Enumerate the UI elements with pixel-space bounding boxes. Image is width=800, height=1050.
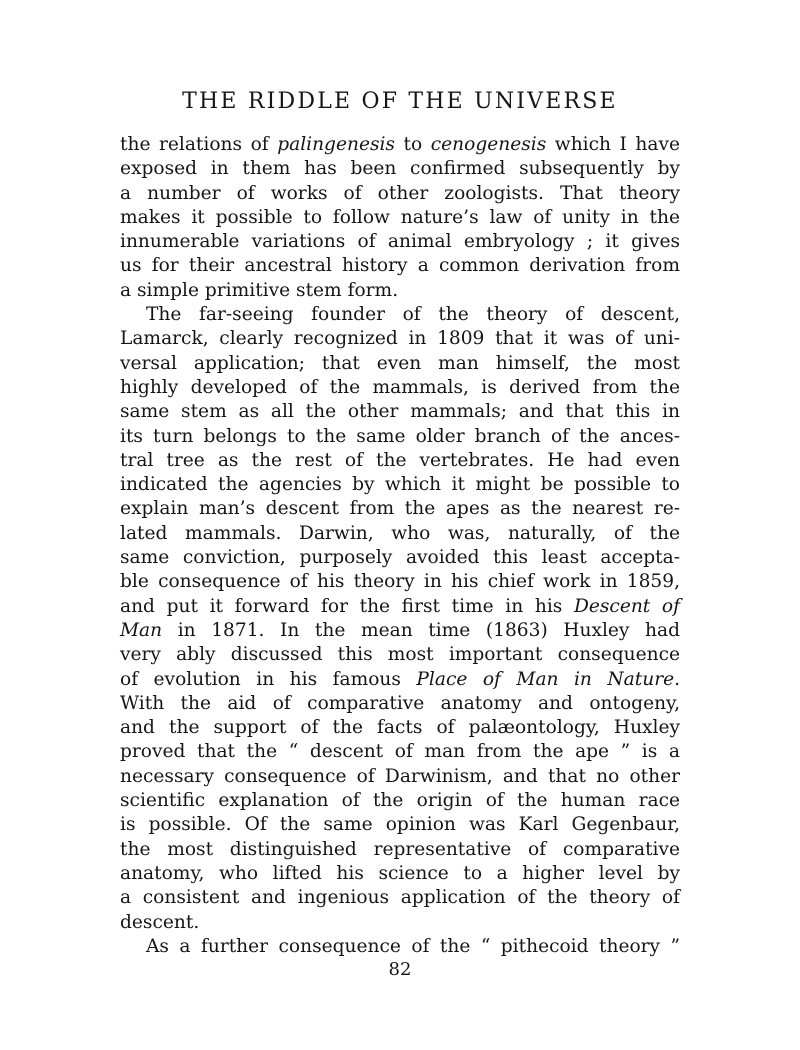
text-segment: is possible. Of the same opinion was Karl Gegenbaur, <box>120 814 680 836</box>
page-number: 82 <box>388 959 412 980</box>
text-segment: which I have <box>546 134 680 155</box>
text-line <box>120 327 680 351</box>
text-line <box>120 400 680 424</box>
text-line <box>120 692 680 716</box>
italic-text: palingenesis <box>277 134 395 155</box>
body-text <box>120 133 680 959</box>
text-line <box>120 619 680 643</box>
text-segment: same conviction, purposely avoided this least accepta- <box>120 547 680 569</box>
text-line <box>120 789 680 813</box>
text-line <box>120 935 680 959</box>
text-line <box>120 595 680 619</box>
text-segment: of evolution in his famous <box>120 668 417 690</box>
text-segment: same stem as all the other mammals; and that this in <box>120 401 680 423</box>
text-line <box>120 254 680 278</box>
text-segment: highly developed of the mammals, is derived from the <box>120 376 680 398</box>
text-segment: anatomy, who lifted his science to a higher level by <box>120 862 680 884</box>
text-segment: With the aid of comparative anatomy and ontogeny, <box>120 692 680 714</box>
text-line <box>120 182 680 206</box>
text-line <box>120 352 680 376</box>
text-segment: innumerable variations of animal embryology ; it gives <box>120 231 680 253</box>
italic-text: Place of Man in Nature. <box>416 668 680 690</box>
text-segment: makes it possible to follow nature’s law of unity in the <box>120 206 680 228</box>
text-segment: a consistent and ingenious application of the theory of <box>120 887 680 909</box>
text-segment: a number of works of other zoologists. That theory <box>120 182 680 204</box>
text-segment: As a further consequence of the “ pithecoid theory ” <box>146 935 680 957</box>
text-line <box>120 376 680 400</box>
text-segment: exposed in them has been confirmed subsequently by <box>120 158 680 180</box>
text-segment: lated mammals. Darwin, who was, naturally, of the <box>120 522 680 544</box>
text-segment: explain man’s descent from the apes as the nearest re- <box>120 498 680 520</box>
text-line <box>120 473 680 497</box>
text-segment: proved that the “ descent of man from the ape ” is a <box>120 741 680 763</box>
italic-text: cenogenesis <box>430 134 547 155</box>
text-segment: and the support of the facts of palæontology, Huxley <box>120 717 680 739</box>
text-line <box>120 886 680 910</box>
text-line <box>120 740 680 764</box>
text-segment: indicated the agencies by which it might be possible to <box>120 474 680 496</box>
text-line <box>120 862 680 886</box>
text-line <box>120 813 680 837</box>
text-segment: descent. <box>120 911 200 933</box>
text-line <box>120 765 680 789</box>
text-segment: ble consequence of his theory in his chief work in 1859, <box>120 571 680 593</box>
text-segment: to <box>394 134 431 155</box>
text-line <box>120 303 680 327</box>
text-line <box>120 157 680 181</box>
text-line <box>120 546 680 570</box>
text-segment: and put it forward for the first time in his <box>120 595 574 617</box>
text-line <box>120 230 680 254</box>
text-line <box>120 522 680 546</box>
text-line <box>120 497 680 521</box>
text-line <box>120 643 680 667</box>
text-line <box>120 206 680 230</box>
text-segment: in 1871. In the mean time (1863) Huxley had <box>162 619 680 641</box>
text-segment: very ably discussed this most important consequence <box>120 644 680 666</box>
text-segment: necessary consequence of Darwinism, and that no other <box>120 765 680 787</box>
text-line <box>120 570 680 594</box>
text-segment: a simple primitive stem form. <box>120 279 399 301</box>
text-line <box>120 716 680 740</box>
text-line <box>120 133 680 157</box>
italic-text: Man <box>120 619 163 641</box>
text-segment: the relations of <box>120 134 278 155</box>
text-line <box>120 425 680 449</box>
text-line <box>120 838 680 862</box>
text-segment: Lamarck, clearly recognized in 1809 that it was of uni- <box>120 328 680 350</box>
text-segment: its turn belongs to the same older branch of the ances- <box>120 425 680 447</box>
text-line <box>120 449 680 473</box>
text-line <box>120 668 680 692</box>
text-segment: versal application; that even man himself, the most <box>120 352 680 374</box>
text-segment: tral tree as the rest of the vertebrates. He had even <box>120 449 680 471</box>
text-segment: scientific explanation of the origin of the human race <box>120 790 680 812</box>
italic-text: Descent of <box>573 595 680 617</box>
text-segment: us for their ancestral history a common derivation from <box>120 255 680 277</box>
text-segment: the most distinguished representative of comparative <box>120 838 680 860</box>
text-line <box>120 279 680 303</box>
text-segment: The far-seeing founder of the theory of descent, <box>146 304 680 326</box>
running-head: THE RIDDLE OF THE UNIVERSE <box>182 89 618 114</box>
text-line <box>120 911 680 935</box>
